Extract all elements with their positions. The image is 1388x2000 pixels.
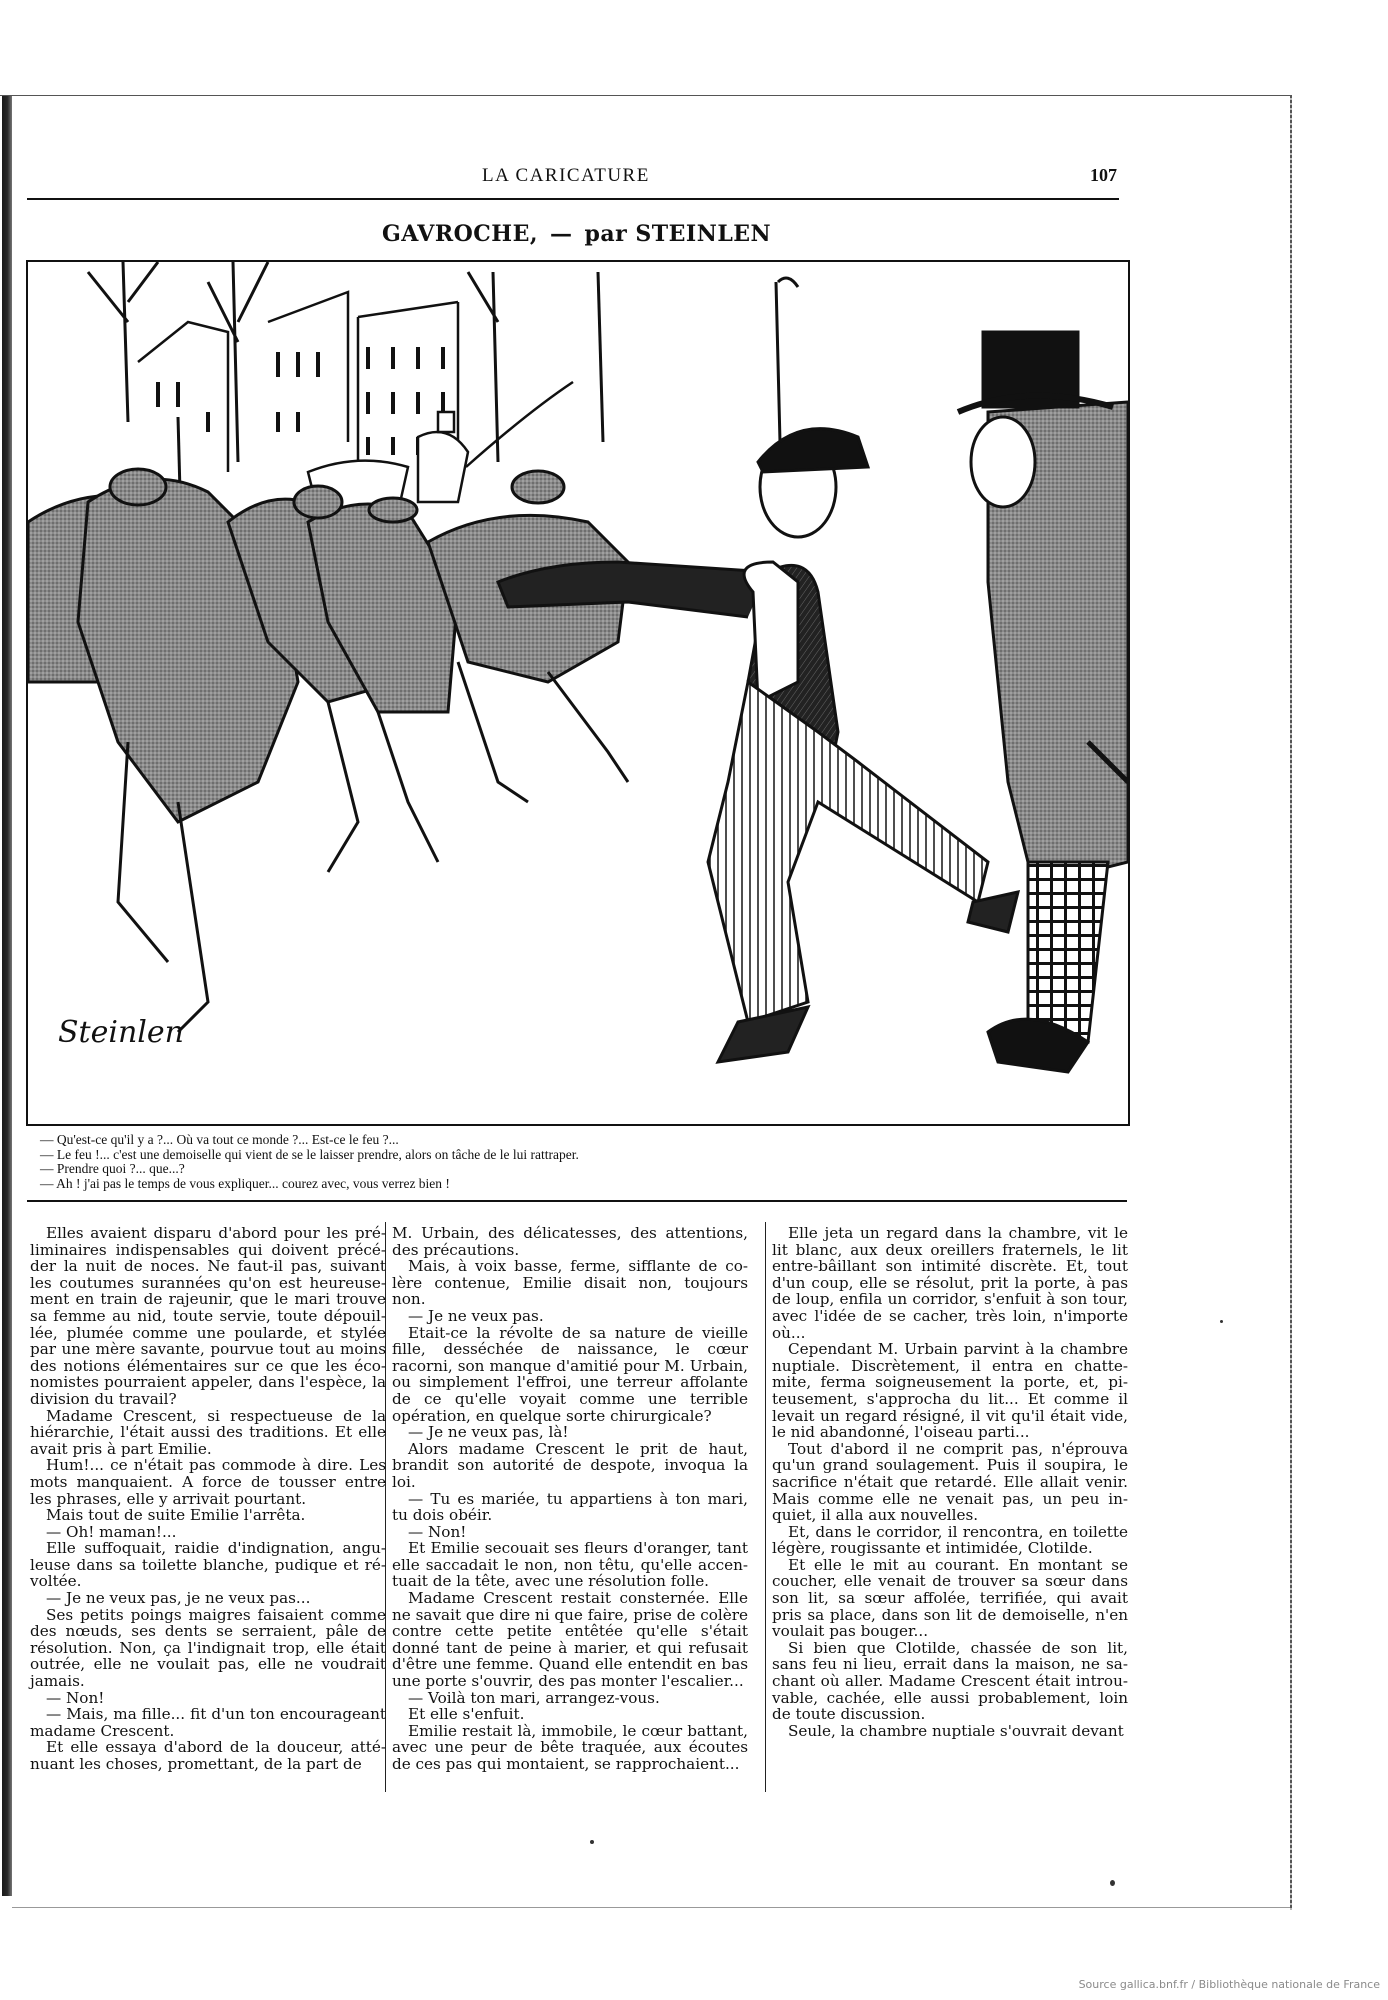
dialogue-paragraph: — Je ne veux pas, je ne veux pas... (46, 1589, 311, 1608)
dialogue-line: — Ah ! j'ai pas le temps de vous expliquer... courez avec, vous verrez bien ! (40, 1175, 450, 1191)
street-scene-drawing (28, 262, 1128, 1124)
top-hat-gentleman (958, 332, 1128, 1072)
paragraph: Si bien que Clotilde, chassée de son lit, sans feu ni lieu, errait dans la maison, ne sachant où aller. Madame Crescent était introuvable, cachée, elle aussi probablement, loin de toute discussion. (772, 1638, 1128, 1724)
running-crowd (28, 469, 628, 1032)
paragraph: Seule, la chambre nuptiale s'ouvrait devant (788, 1721, 1124, 1740)
paragraph: Hum!... ce n'était pas commode à dire. Les mots manquaient. A force de tousser entre les phrases, elle y arrivait pourtant. (30, 1456, 386, 1508)
dialogue-paragraph: — Mais, ma fille... fit d'un ton encourageant madame Crescent. (30, 1705, 386, 1740)
illustration-title-main: GAVROCHE, (382, 221, 538, 247)
dialogue-paragraph: — Non! (46, 1688, 105, 1707)
paragraph: Elles avaient disparu d'abord pour les préliminaires indispensables qui doivent précéder la nuit de noces. Ne faut-il pas, suivant les coutumes surannées qu'on est heureusement en train de rajeunir, que le mari trouve sa femme au nid, toute servie, toute dépouillée, plumée comme une poularde, et stylée par une mère savante, pourvue tout au moins des notions élémentaires sur ce que les économistes pourraient appeler, dans l'espèce, la division du travail? (30, 1224, 386, 1408)
paragraph: Elle suffoquait, raidie d'indignation, anguleuse dans sa toilette blanche, pudique et révoltée. (30, 1539, 386, 1591)
dialogue-paragraph: — Oh! maman!... (46, 1522, 177, 1541)
source-attribution: Source gallica.bnf.fr / Bibliothèque nationale de France (1078, 1978, 1380, 1991)
text-column-1 (30, 1225, 386, 1773)
text-column-2 (392, 1225, 748, 1773)
paragraph: Et elle s'enfuit. (408, 1705, 525, 1724)
journal-title: LA CARICATURE (482, 165, 650, 186)
paragraph: Et elle essaya d'abord de la douceur, atténuant les choses, promettant, de la part de (30, 1738, 386, 1773)
paragraph: Madame Crescent restait consternée. Elle ne savait que dire ni que faire, prise de colère contre cette petite entêtée qu'elle s'était donné tant de peine à marier, et qui refusait d'être une femme. Quand elle entendit en bas une porte s'ouvrir, des pas monter l'escalier... (392, 1589, 748, 1691)
paragraph: Alors madame Crescent le prit de haut, brandit son autorité de despote, invoqua la loi. (392, 1439, 748, 1491)
dialogue-paragraph: — Je ne veux pas. (408, 1306, 544, 1325)
illustration-dialogue (40, 1133, 1100, 1191)
scan-speck (1220, 1320, 1223, 1323)
page-number: 107 (1090, 165, 1117, 185)
paragraph: Ses petits poings maigres faisaient comme des nœuds, ses dents se serraient, pâle de résolution. Non, ça l'indignait trop, elle était outrée, elle ne voulait pas, elle ne voudrait jamais. (30, 1605, 386, 1691)
paragraph: Madame Crescent, si respectueuse de la hiérarchie, l'était aussi des traditions. Et elle avait pris à part Emilie. (30, 1406, 386, 1458)
dialogue-paragraph: — Je ne veux pas, là! (408, 1423, 569, 1442)
paragraph: Mais, à voix basse, ferme, sifflante de colère contenue, Emilie disait non, toujours non. (392, 1257, 748, 1309)
paragraph: Cependant M. Urbain parvint à la chambre nuptiale. Discrètement, il entra en chattemite, ferma soigneusement la porte, et, piteusement, s'approcha du lit... Et comme il levait un regard résigné, il vit qu'il était vide, le nid abandonné, l'oiseau parti... (772, 1340, 1128, 1442)
paragraph: Et, dans le corridor, il rencontra, en toilette légère, rougissante et intimidée, Clotilde. (772, 1522, 1128, 1558)
buildings (138, 292, 458, 492)
paragraph: Tout d'abord il ne comprit pas, n'éprouva qu'un grand soulagement. Puis il soupira, le sacrifice n'était que retardé. Elle allait venir. Mais comme elle ne venait pas, un peu inquiet, il alla aux nouvelles. (772, 1439, 1128, 1525)
binding-edge (2, 96, 12, 1896)
dialogue-line: — Le feu !... c'est une demoiselle qui vient de se le laisser prendre, alors on tâche de le lui rattraper. (40, 1146, 579, 1162)
paragraph-continued: M. Urbain, des délicatesses, des attentions, des précautions. (392, 1224, 748, 1259)
scan-speck (590, 1840, 594, 1844)
dialogue-paragraph: — Voilà ton mari, arrangez-vous. (408, 1688, 660, 1707)
scan-speck (1110, 1880, 1115, 1886)
paragraph: Et elle le mit au courant. En montant se coucher, elle venait de trouver sa sœur dans son lit, sa sœur affolée, terrifiée, qui avait pris sa place, dans son lit de demoiselle, n'en voulait pas bouger... (772, 1555, 1128, 1641)
text-column-3 (772, 1225, 1128, 1739)
caption-rule (27, 1200, 1127, 1202)
running-head (27, 165, 1117, 191)
paragraph: Emilie restait là, immobile, le cœur battant, avec une peur de bête traquée, aux écoutes de ces pas qui montaient, se rapprochaient... (392, 1721, 748, 1773)
dialogue-line: — Qu'est-ce qu'il y a ?... Où va tout ce monde ?... Est-ce le feu ?... (40, 1132, 399, 1147)
illustration-title (382, 221, 771, 247)
header-rule (27, 198, 1119, 200)
paragraph: Mais tout de suite Emilie l'arrêta. (46, 1506, 306, 1525)
illustration-title-author: par STEINLEN (584, 221, 772, 247)
column-rule (765, 1222, 766, 1792)
paragraph: Etait-ce la révolte de sa nature de vieille fille, desséchée de naissance, le cœur racorni, son manque d'amitié pour M. Urbain, ou simplement l'effroi, une terreur affolante de ce qu'elle voyait comme une terrible opération, en quelque sorte chirurgicale? (392, 1323, 748, 1425)
illustration-gavroche (26, 260, 1130, 1126)
paragraph: Elle jeta un regard dans la chambre, vit le lit blanc, aux deux oreillers fraternels, le lit entre-bâillant son intimité discrète. Et, tout d'un coup, elle se résolut, prit la porte, à pas de loup, enfila un corridor, s'enfuit à son tour, avec l'idée de se cacher, très loin, n'importe où... (772, 1224, 1128, 1342)
dialogue-paragraph: — Non! (408, 1522, 467, 1541)
page-bottom-edge (12, 1907, 1290, 1908)
page-right-edge (1290, 95, 1292, 1910)
dialogue-line: — Prendre quoi ?... que...? (40, 1161, 185, 1176)
dialogue-paragraph: — Tu es mariée, tu appartiens à ton mari, tu dois obéir. (392, 1489, 748, 1525)
paragraph: Et Emilie secouait ses fleurs d'oranger, tant elle saccadait le non, non têtu, qu'elle accentuait de la tête, avec une résolution folle. (392, 1539, 748, 1591)
illustration-title-separator: — (550, 221, 573, 247)
artist-signature: Steinlen (58, 1015, 184, 1050)
